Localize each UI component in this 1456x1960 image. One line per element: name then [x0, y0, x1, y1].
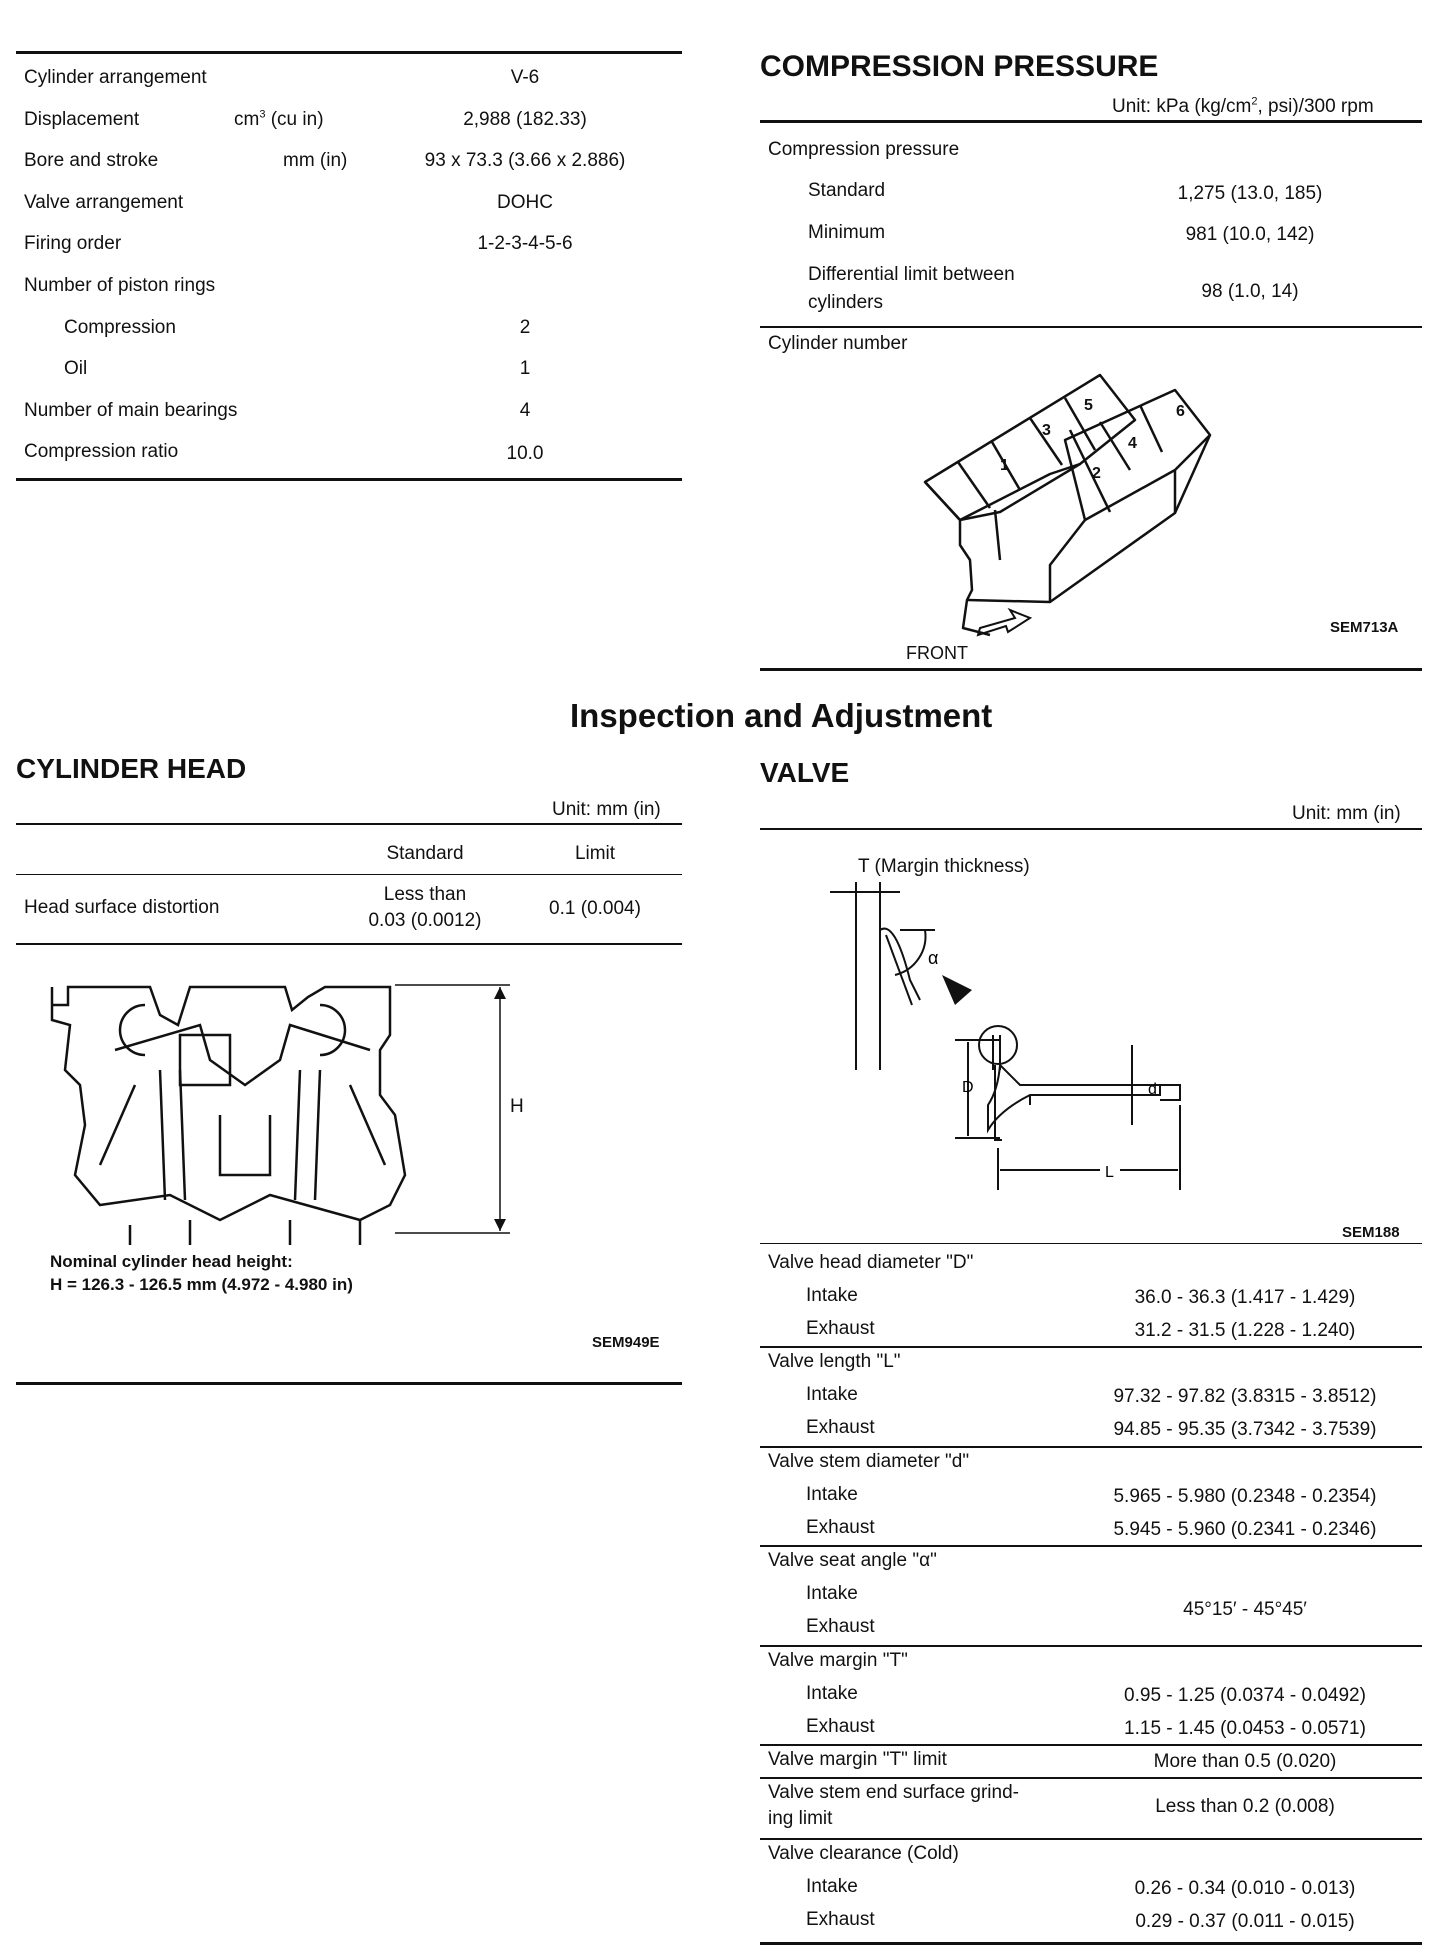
- clearance-head: Valve clearance (Cold): [768, 1843, 959, 1864]
- grind-label: ing limit: [768, 1808, 833, 1829]
- spec-label: Cylinder arrangement: [24, 67, 207, 88]
- spec-unit: mm (in): [283, 150, 348, 171]
- valve-row-label: Exhaust: [806, 1417, 875, 1438]
- valve-row-label: Exhaust: [806, 1517, 875, 1538]
- valve-unit: Unit: mm (in): [1292, 803, 1401, 824]
- compression-value: 981 (10.0, 142): [1185, 224, 1315, 245]
- main-title: Inspection and Adjustment: [570, 697, 993, 734]
- valve-row-value: 36.0 - 36.3 (1.417 - 1.429): [1134, 1287, 1356, 1308]
- valve-row-value: 5.965 - 5.980 (0.2348 - 0.2354): [1113, 1486, 1377, 1507]
- cyl-num: 4: [1128, 435, 1137, 452]
- fig-t-label: T (Margin thickness): [858, 856, 1030, 877]
- head-std2: 0.03 (0.0012): [368, 910, 482, 931]
- spec-value: 10.0: [506, 443, 544, 464]
- valve-row-label: Exhaust: [806, 1318, 875, 1339]
- h-label: H: [510, 1096, 524, 1117]
- valve-row-value: 97.32 - 97.82 (3.8315 - 3.8512): [1113, 1386, 1377, 1407]
- margin-limit-value: More than 0.5 (0.020): [1153, 1751, 1337, 1772]
- head-std1: Less than: [383, 884, 467, 905]
- valve-row-label: Intake: [806, 1285, 858, 1306]
- fig-D: D: [962, 1079, 974, 1096]
- fig-L: L: [1105, 1164, 1114, 1181]
- head-unit: Unit: mm (in): [552, 799, 661, 820]
- spec-label: Compression: [64, 317, 176, 338]
- head-caption1: Nominal cylinder head height:: [50, 1252, 293, 1271]
- spec-value: 1-2-3-4-5-6: [477, 233, 573, 254]
- figure-code: SEM188: [1342, 1224, 1400, 1241]
- cyl-num: 1: [1000, 457, 1009, 474]
- valve-title: VALVE: [760, 757, 850, 788]
- spec-label: Firing order: [24, 233, 122, 254]
- cylinder-head-title: CYLINDER HEAD: [16, 753, 247, 784]
- valve-row-label: Intake: [806, 1384, 858, 1405]
- margin-limit-label: Valve margin "T" limit: [768, 1749, 947, 1770]
- col-limit: Limit: [574, 843, 616, 864]
- spec-label: Displacement: [24, 109, 140, 130]
- valve-row-label: Intake: [806, 1876, 858, 1897]
- cyl-num: 2: [1092, 465, 1101, 482]
- fig-d: d: [1148, 1081, 1157, 1098]
- spec-value: 2: [519, 317, 531, 338]
- valve-section-head: Valve stem diameter "d": [768, 1451, 970, 1472]
- valve-row-value: 45°15′ - 45°45′: [1183, 1599, 1307, 1620]
- valve-row-value: 5.945 - 5.960 (0.2341 - 0.2346): [1113, 1519, 1377, 1540]
- grind-label: Valve stem end surface grind-: [768, 1782, 1019, 1803]
- spec-unit: $cm^3$ (cu in): [234, 108, 324, 130]
- valve-row-label: Exhaust: [806, 1616, 875, 1637]
- compression-value: 98 (1.0, 14): [1201, 281, 1299, 302]
- valve-section-head: Valve margin "T": [768, 1650, 908, 1671]
- spec-label: Number of main bearings: [24, 400, 238, 421]
- compression-unit: Unit: kPa ($kg/cm^2$, psi)/300 rpm: [1112, 95, 1374, 117]
- cylinder-diagram: [900, 360, 1240, 670]
- spec-label: Number of piston rings: [24, 275, 216, 296]
- figure-code: SEM713A: [1330, 619, 1399, 636]
- valve-row-value: 31.2 - 31.5 (1.228 - 1.240): [1134, 1320, 1356, 1341]
- cylinder-number-label: Cylinder number: [768, 333, 908, 354]
- valve-row-value: 0.95 - 1.25 (0.0374 - 0.0492): [1124, 1685, 1366, 1706]
- valve-row-label: Exhaust: [806, 1716, 875, 1737]
- spec-value: 2,988 (182.33): [463, 109, 587, 130]
- valve-diagram: [820, 880, 1280, 1200]
- head-limit: 0.1 (0.004): [549, 898, 641, 919]
- valve-row-value: 0.29 - 0.37 (0.011 - 0.015): [1135, 1911, 1355, 1932]
- figure-code: SEM949E: [592, 1334, 660, 1351]
- valve-row-label: Exhaust: [806, 1909, 875, 1930]
- spec-value: 93 x 73.3 (3.66 x 2.886): [424, 150, 626, 171]
- valve-row-value: 94.85 - 95.35 (3.7342 - 3.7539): [1113, 1419, 1377, 1440]
- col-standard: Standard: [386, 843, 464, 864]
- arrow-icon: [942, 975, 972, 1005]
- head-caption2: H = 126.3 - 126.5 mm (4.972 - 4.980 in): [50, 1275, 353, 1294]
- spec-label: Oil: [64, 358, 88, 379]
- compression-title: COMPRESSION PRESSURE: [760, 50, 1159, 83]
- valve-row-label: Intake: [806, 1484, 858, 1505]
- fig-alpha: α: [928, 948, 939, 968]
- cyl-num: 3: [1042, 422, 1051, 439]
- grind-value: Less than 0.2 (0.008): [1155, 1796, 1335, 1817]
- compression-label: cylinders: [808, 292, 883, 313]
- spec-label: Bore and stroke: [24, 150, 159, 171]
- compression-label: Differential limit between: [808, 264, 1015, 285]
- front-label: FRONT: [906, 643, 968, 663]
- valve-row-label: Intake: [806, 1583, 858, 1604]
- compression-value: 1,275 (13.0, 185): [1177, 183, 1323, 204]
- spec-value: V-6: [510, 67, 540, 88]
- spec-label: Compression ratio: [24, 441, 179, 462]
- valve-row-value: 1.15 - 1.45 (0.0453 - 0.0571): [1124, 1718, 1366, 1739]
- compression-label: Minimum: [808, 222, 886, 243]
- spec-label: Valve arrangement: [24, 192, 184, 213]
- valve-section-head: Valve length "L": [768, 1351, 901, 1372]
- head-row-label: Head surface distortion: [24, 897, 220, 918]
- cylinder-head-diagram: [40, 975, 540, 1245]
- spec-value: DOHC: [497, 192, 553, 213]
- valve-section-head: Valve seat angle "α": [768, 1550, 937, 1571]
- valve-row-value: 0.26 - 0.34 (0.010 - 0.013): [1134, 1878, 1356, 1899]
- valve-section-head: Valve head diameter "D": [768, 1252, 974, 1273]
- compression-label: Standard: [808, 180, 886, 201]
- cyl-num: 5: [1084, 397, 1093, 414]
- cyl-num: 6: [1176, 403, 1185, 420]
- compression-header: Compression pressure: [768, 139, 960, 160]
- spec-value: 1: [519, 358, 531, 379]
- spec-value: 4: [519, 400, 531, 421]
- front-arrow-icon: [978, 610, 1030, 635]
- valve-row-label: Intake: [806, 1683, 858, 1704]
